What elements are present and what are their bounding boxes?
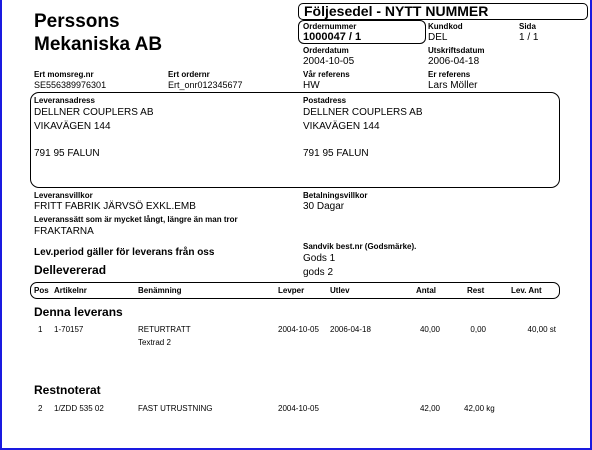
leveransvillkor-value: FRITT FABRIK JÄRVSÖ EXKL.EMB (34, 201, 196, 212)
postadress-line2: VIKAVÄGEN 144 (303, 121, 380, 132)
utskriftsdatum-value: 2006-04-18 (428, 56, 480, 67)
row2-levper: 2004-10-05 (278, 404, 319, 413)
leveransadress-line3: 791 95 FALUN (34, 148, 100, 159)
betalningsvillkor-value: 30 Dagar (303, 201, 345, 212)
col-rest: Rest (467, 286, 485, 295)
col-utlev: Utlev (330, 286, 350, 295)
var-referens-label: Vår referens (303, 70, 350, 79)
row1-antal: 40,00 (419, 325, 440, 334)
utskriftsdatum-label: Utskriftsdatum (428, 46, 485, 55)
leveranssatt-label: Leveranssätt som är mycket långt, längre än man tror (34, 215, 238, 224)
orderdatum-label: Orderdatum (303, 46, 349, 55)
row2-benamning: FAST UTRUSTNING (138, 404, 213, 413)
row1-artikelnr: 1-70157 (54, 325, 84, 334)
kundkod-label: Kundkod (428, 22, 463, 31)
row1-benamning: RETURTRATT (138, 325, 191, 334)
row2-pos: 2 (38, 404, 43, 413)
row2-rest: 42,00 kg (464, 404, 495, 413)
er-referens-label: Er referens (428, 70, 471, 79)
postadress-line1: DELLNER COUPLERS AB (303, 107, 423, 118)
kundkod-value: DEL (428, 32, 448, 43)
momsreg-label: Ert momsreg.nr (34, 70, 94, 79)
row2-antal: 42,00 (419, 404, 440, 413)
row2-artikelnr: 1/ZDD 535 02 (54, 404, 104, 413)
leveransadress-line1: DELLNER COUPLERS AB (34, 107, 154, 118)
col-pos: Pos (34, 286, 49, 295)
row1-levper: 2004-10-05 (278, 325, 319, 334)
leveransadress-line2: VIKAVÄGEN 144 (34, 121, 111, 132)
row1-utlev: 2006-04-18 (330, 325, 371, 334)
sandvik-label: Sandvik best.nr (Godsmärke). (303, 242, 417, 251)
ert-ordernr-label: Ert ordernr (168, 70, 210, 79)
momsreg-value: SE556389976301 (34, 80, 107, 90)
col-artikelnr: Artikelnr (54, 286, 87, 295)
col-levper: Levper (278, 286, 305, 295)
er-referens-value: Lars Möller (428, 80, 478, 91)
row1-textrad: Textrad 2 (138, 338, 171, 347)
sida-value: 1 / 1 (519, 32, 539, 43)
betalningsvillkor-label: Betalningsvillkor (303, 191, 368, 200)
orderdatum-value: 2004-10-05 (303, 56, 355, 67)
ordernummer-label: Ordernummer (303, 22, 357, 31)
col-lev-ant: Lev. Ant (511, 286, 542, 295)
col-benamning: Benämning (138, 286, 182, 295)
ordernummer-value: 1000047 / 1 (303, 31, 362, 43)
postadress-label: Postadress (303, 96, 347, 105)
ert-ordernr-value: Ert_onr012345677 (168, 80, 243, 90)
document-title: Följesedel - NYTT NUMMER (304, 3, 489, 19)
gods2-value: gods 2 (303, 267, 334, 278)
sida-label: Sida (519, 22, 536, 31)
var-referens-value: HW (303, 80, 320, 91)
lev-period-note: Lev.period gäller för leverans från oss (34, 247, 215, 258)
section-denna-leverans-title: Denna leverans (34, 305, 123, 319)
section-restnoterat-title: Restnoterat (34, 383, 101, 397)
col-antal: Antal (416, 286, 436, 295)
company-name-line1: Perssons (34, 11, 120, 32)
leveranssatt-value: FRAKTARNA (34, 226, 94, 237)
company-name-line2: Mekaniska AB (34, 34, 163, 55)
dellevererad-title: Dellevererad (34, 263, 107, 277)
leveransadress-label: Leveransadress (34, 96, 95, 105)
row1-pos: 1 (38, 325, 43, 334)
postadress-line3: 791 95 FALUN (303, 148, 369, 159)
leveransvillkor-label: Leveransvillkor (34, 191, 93, 200)
row1-lev-ant: 40,00 st (527, 325, 556, 334)
gods1-value: Gods 1 (303, 253, 336, 264)
row1-rest: 0,00 (470, 325, 486, 334)
